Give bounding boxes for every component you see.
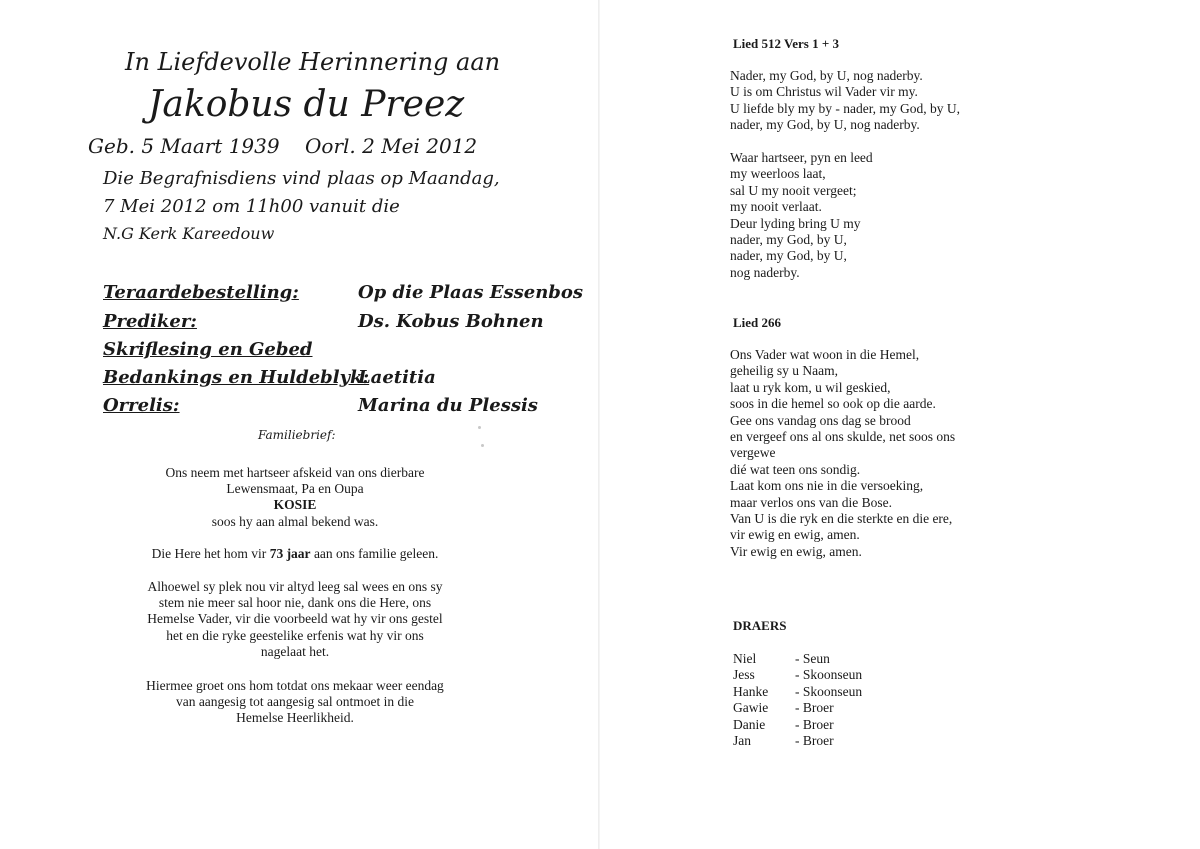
- role-label: Bedankings en Huldeblyk:: [103, 367, 370, 388]
- bearer-relation: - Broer: [795, 700, 834, 716]
- paper-speck: [478, 426, 481, 429]
- right-page: [600, 0, 1200, 849]
- hymn-verse: [730, 68, 1150, 134]
- letter-paragraph: [120, 465, 470, 530]
- bearer-name: Jess: [733, 667, 755, 683]
- role-label: Teraardebestelling:: [103, 282, 299, 303]
- bearer-name: Danie: [733, 716, 766, 732]
- letter-line: Hemelse Heerlikheid.: [236, 710, 354, 726]
- letter-line: Alhoewel sy plek nou vir altyd leeg sal wees en ons sy: [147, 579, 443, 594]
- role-label: Prediker:: [103, 311, 197, 332]
- bearer-relation: - Skoonseun: [795, 683, 863, 699]
- paper-speck: [481, 444, 484, 447]
- bearer-name: Gawie: [733, 700, 769, 716]
- verse-line: nader, my God, by U, nog naderby.: [730, 117, 920, 133]
- verse-line: nader, my God, by U,: [730, 232, 847, 248]
- verse-line: en vergeef ons al ons skulde, net soos ons: [730, 429, 956, 445]
- verse-line: soos in die hemel so ook op die aarde.: [730, 396, 936, 412]
- verse-line: my weerloos laat,: [730, 166, 826, 182]
- letter-line: Ons neem met hartseer afskeid van ons dierbare: [165, 465, 425, 480]
- service-line: 7 Mei 2012 om 11h00 vanuit die: [103, 196, 400, 217]
- bearer-name: Hanke: [733, 683, 769, 699]
- role-value: Op die Plaas Essenbos: [358, 282, 584, 303]
- letter-line: Hiermee groet ons hom totdat ons mekaar weer eendag: [146, 678, 444, 693]
- familiebrief-heading: Familiebrief:: [258, 428, 336, 442]
- letter-line: nagelaat het.: [260, 643, 330, 659]
- verse-line: Gee ons vandag ons dag se brood: [730, 412, 911, 428]
- letter-years: 73 jaar: [269, 546, 311, 561]
- verse-line: vergewe: [730, 445, 776, 461]
- verse-line: Waar hartseer, pyn en leed: [730, 150, 873, 165]
- verse-line: dié wat teen ons sondig.: [730, 461, 861, 477]
- bearers-heading: DRAERS: [733, 618, 787, 633]
- role-label: Skriflesing en Gebed: [103, 339, 313, 360]
- verse-line: Ons Vader wat woon in die Hemel,: [730, 347, 920, 362]
- letter-text: aan ons familie geleen.: [310, 546, 439, 561]
- bearer-relation: - Seun: [795, 651, 830, 666]
- letter-paragraph: [120, 546, 470, 562]
- death-date: Oorl. 2 Mei 2012: [305, 134, 478, 158]
- hymn-title: Lied 266: [733, 315, 782, 330]
- letter-line: van aangesig tot aangesig sal ontmoet in die: [175, 694, 415, 710]
- verse-line: U liefde bly my by - nader, my God, by U,: [730, 100, 961, 116]
- letter-line: Lewensmaat, Pa en Oupa: [226, 481, 364, 497]
- verse-line: Van U is die ryk en die sterkte en die ere,: [730, 511, 953, 527]
- hymn-verse: [730, 150, 1150, 281]
- role-value: Marina du Plessis: [358, 395, 538, 416]
- bearer-row: [733, 700, 862, 716]
- service-line: N.G Kerk Kareedouw: [103, 224, 275, 243]
- letter-line: Hemelse Vader, vir die voorbeeld wat hy vir ons gestel: [147, 611, 443, 627]
- service-line: Die Begrafnisdiens vind plaas op Maandag,: [103, 168, 500, 189]
- bearers-list: [733, 651, 862, 749]
- bearer-row: [733, 667, 862, 683]
- hymn-title: Lied 512 Vers 1 + 3: [733, 36, 839, 51]
- hymn-verse: [730, 347, 1150, 560]
- bearer-relation: - Broer: [795, 733, 834, 749]
- letter-nickname: KOSIE: [273, 497, 317, 513]
- letter-paragraph: [120, 678, 470, 727]
- letter-line: soos hy aan almal bekend was.: [211, 513, 379, 529]
- verse-line: geheilig sy u Naam,: [730, 363, 838, 379]
- verse-line: U is om Christus wil Vader vir my.: [730, 84, 918, 100]
- bearer-name: Niel: [733, 651, 757, 666]
- verse-line: Deur lyding bring U my: [730, 215, 861, 231]
- bearer-relation: - Broer: [795, 716, 834, 732]
- bearer-row: [733, 651, 862, 667]
- role-label: Orrelis:: [103, 395, 180, 416]
- verse-line: nog naderby.: [730, 264, 800, 280]
- role-value: Laetitia: [358, 367, 436, 388]
- memorial-intro: In Liefdevolle Herinnering aan: [125, 48, 501, 76]
- letter-paragraph: [120, 579, 470, 660]
- letter-line: stem nie meer sal hoor nie, dank ons die Here, ons: [158, 595, 432, 611]
- birth-date: Geb. 5 Maart 1939: [88, 134, 280, 158]
- verse-line: nader, my God, by U,: [730, 248, 847, 264]
- deceased-name: Jakobus du Preez: [148, 84, 465, 125]
- letter-line: het en die ryke geestelike erfenis wat hy vir ons: [166, 627, 424, 643]
- left-page: [0, 0, 598, 849]
- bearer-relation: - Skoonseun: [795, 667, 863, 683]
- bearer-name: Jan: [733, 733, 751, 749]
- bearer-row: [733, 717, 862, 733]
- role-value: Ds. Kobus Bohnen: [358, 311, 544, 332]
- verse-line: Vir ewig en ewig, amen.: [730, 543, 862, 559]
- letter-text: Die Here het hom vir: [151, 546, 270, 561]
- verse-line: Nader, my God, by U, nog naderby.: [730, 68, 923, 83]
- bearer-row: [733, 733, 862, 749]
- verse-line: laat u ryk kom, u wil geskied,: [730, 379, 891, 395]
- bearer-row: [733, 684, 862, 700]
- verse-line: vir ewig en ewig, amen.: [730, 527, 860, 543]
- verse-line: sal U my nooit vergeet;: [730, 182, 857, 198]
- verse-line: maar verlos ons van die Bose.: [730, 494, 892, 510]
- verse-line: my nooit verlaat.: [730, 199, 822, 215]
- verse-line: Laat kom ons nie in die versoeking,: [730, 478, 924, 494]
